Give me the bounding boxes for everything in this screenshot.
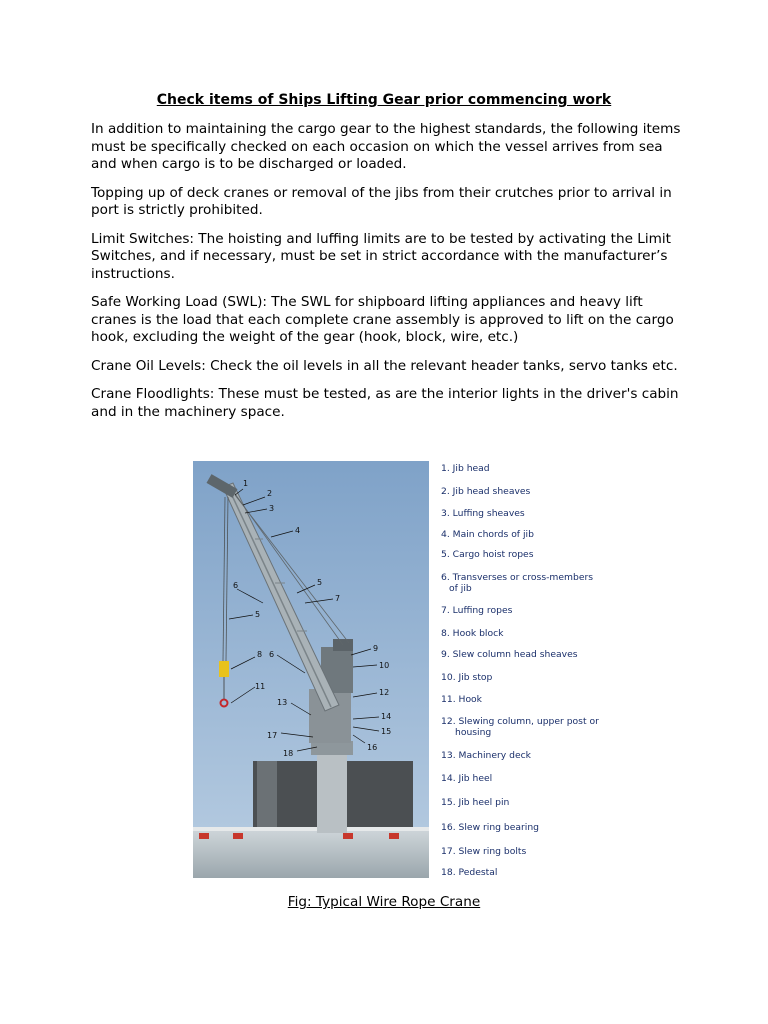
callout-5b: 5 xyxy=(255,610,261,619)
body-text xyxy=(91,121,681,432)
callout-2: 2 xyxy=(267,489,273,498)
legend-item: 9. Slew column head sheaves xyxy=(441,649,578,660)
callout-1: 1 xyxy=(243,479,249,488)
legend-item: 1. Jib head xyxy=(441,463,490,474)
legend-item: 3. Luffing sheaves xyxy=(441,508,525,519)
callout-16: 16 xyxy=(367,743,378,752)
callout-8: 8 xyxy=(257,650,263,659)
legend-item: 13. Machinery deck xyxy=(441,750,531,761)
paragraph-limit-switches: Limit Switches: The hoisting and luffing limits are to be tested by activating the Limit Switches, and if necessary, must be set in strict accordance with the manufacturer’s instructions. xyxy=(91,230,671,282)
legend-item: 11. Hook xyxy=(441,694,483,705)
callout-15: 15 xyxy=(381,727,392,736)
crane-photo xyxy=(193,461,429,878)
hook-block xyxy=(219,661,229,677)
callout-6b: 6 xyxy=(269,650,275,659)
page-title: Check items of Ships Lifting Gear prior commencing work xyxy=(156,92,612,108)
legend-item: 17. Slew ring bolts xyxy=(441,846,527,857)
callout-10: 10 xyxy=(379,661,390,670)
callout-7: 7 xyxy=(335,594,341,603)
legend-item: 15. Jib heel pin xyxy=(441,797,510,808)
legend-item: housing xyxy=(455,727,492,738)
callout-11: 11 xyxy=(255,682,266,691)
paragraph-topping-up: Topping up of deck cranes or removal of the jibs from their crutches prior to arrival in port is strictly prohibited. xyxy=(91,184,672,218)
callout-9: 9 xyxy=(373,644,379,653)
legend-item: of jib xyxy=(449,583,472,594)
callout-6a: 6 xyxy=(233,581,239,590)
legend-item: 6. Transverses or cross-members xyxy=(441,572,594,583)
legend-item: 14. Jib heel xyxy=(441,773,493,784)
legend-item: 4. Main chords of jib xyxy=(441,529,534,540)
paragraph-oil-levels: Crane Oil Levels: Check the oil levels in all the relevant header tanks, servo tanks etc. xyxy=(91,357,678,374)
callout-3: 3 xyxy=(269,504,275,513)
legend-item: 5. Cargo hoist ropes xyxy=(441,549,534,560)
legend-item: 12. Slewing column, upper post or xyxy=(441,716,599,727)
callout-18: 18 xyxy=(283,749,294,758)
callout-4: 4 xyxy=(295,526,301,535)
callout-14: 14 xyxy=(381,712,392,721)
callout-17: 17 xyxy=(267,731,278,740)
legend-item: 18. Pedestal xyxy=(441,867,498,878)
callout-5a: 5 xyxy=(317,578,323,587)
legend-item: 7. Luffing ropes xyxy=(441,605,513,616)
legend-item: 2. Jib head sheaves xyxy=(441,486,531,497)
legend-item: 8. Hook block xyxy=(441,628,504,639)
figure-caption: Fig: Typical Wire Rope Crane xyxy=(287,894,481,910)
callout-13: 13 xyxy=(277,698,288,707)
paragraph-intro: In addition to maintaining the cargo gear to the highest standards, the following items must be specifically checked on each occasion on which the vessel arrives from sea and when cargo is to be discharged or loaded. xyxy=(91,121,681,172)
paragraph-floodlights: Crane Floodlights: These must be tested, as are the interior lights in the driver's cabin and in the machinery space. xyxy=(91,386,679,420)
legend-item: 10. Jib stop xyxy=(441,672,493,683)
legend-item: 16. Slew ring bearing xyxy=(441,822,540,833)
pedestal xyxy=(317,753,347,833)
paragraph-swl: Safe Working Load (SWL): The SWL for shipboard lifting appliances and heavy lift cranes is the load that each complete crane assembly is approved to lift on the cargo hook, excluding the weight of the gear (hook, block, wire, etc.) xyxy=(91,294,674,345)
callout-12: 12 xyxy=(379,688,390,697)
